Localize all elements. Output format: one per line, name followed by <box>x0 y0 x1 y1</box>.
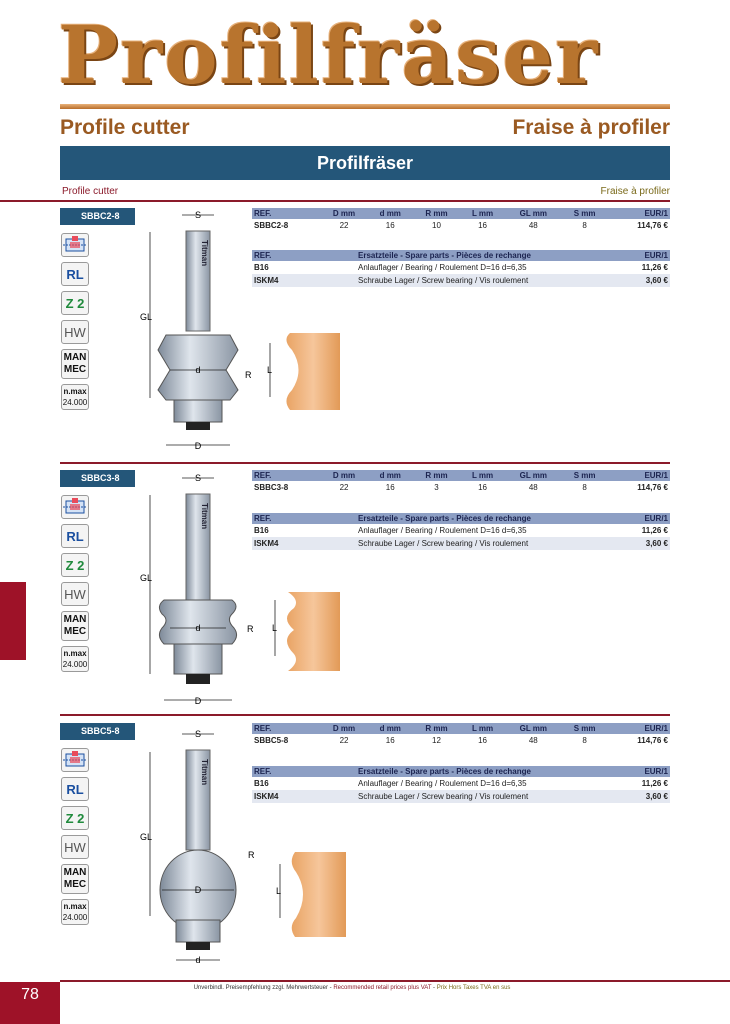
cutter-drawing <box>130 468 350 713</box>
table-row: B16 Anlauflager / Bearing / Roulement D=16 d=6,35 11,26 € <box>254 779 668 788</box>
table-row: SBBC3-8 22 16 3 16 48 8 114,76 € <box>254 482 668 492</box>
man-mec-icon: MAN MEC <box>61 611 89 641</box>
man-mec-icon: MAN MEC <box>61 349 89 379</box>
svg-text:L: L <box>276 886 282 896</box>
feature-icons <box>61 495 91 677</box>
svg-text:S: S <box>194 729 202 739</box>
cutter-drawing <box>130 722 350 972</box>
cutter-type-icon <box>61 495 89 519</box>
footer-note: Unverbindl. Preisempfehlung zzgl. Mehrwertsteuer - Recommended retail prices plus VAT - Prix Hors Taxes TVA en sus <box>193 985 511 991</box>
svg-text:D: D <box>194 441 202 451</box>
product-code-tab: SBBC3-8 <box>60 470 135 487</box>
spec-table: REF. D mm d mm R mm L mm GL mm S mm EUR/1 SBBC3-8 22 16 3 16 48 8 114,76 € <box>254 471 668 492</box>
feature-icons <box>61 233 91 415</box>
spare-parts-table: REF. Ersatzteile - Spare parts - Pièces de rechange EUR/1 B16 Anlauflager / Bearing / Roulement D=16 d=6,35 11,26 € ISKM4 Schraube Lager / Screw bearing / Vis roulement 3,60 € <box>254 767 668 801</box>
svg-text:Titman: Titman <box>200 503 209 530</box>
cutter-drawing <box>130 205 350 455</box>
man-mec-icon: MAN MEC <box>61 864 89 894</box>
svg-text:d: d <box>195 623 201 633</box>
section-banner: Profilfräser <box>60 146 670 180</box>
table-row: ISKM4 Schraube Lager / Screw bearing / Vis roulement 3,60 € <box>254 539 668 548</box>
table-row: ISKM4 Schraube Lager / Screw bearing / Vis roulement 3,60 € <box>254 792 668 801</box>
section-divider <box>60 462 670 464</box>
footer-divider <box>60 980 730 982</box>
svg-text:L: L <box>272 623 278 633</box>
svg-text:d: d <box>195 955 201 965</box>
section-divider <box>60 714 670 716</box>
table-row: B16 Anlauflager / Bearing / Roulement D=16 d=6,35 11,26 € <box>254 263 668 272</box>
product-code-tab: SBBC5-8 <box>60 723 135 740</box>
table-row: ISKM4 Schraube Lager / Screw bearing / Vis roulement 3,60 € <box>254 276 668 285</box>
teeth-z2-icon: Z 2 <box>61 806 89 830</box>
svg-text:S: S <box>194 473 202 483</box>
max-rpm-icon: n.max 24.000 <box>61 384 89 410</box>
title-underline <box>60 104 670 109</box>
material-hw-icon: HW <box>61 320 89 344</box>
page-title: Profilfräser <box>58 8 600 102</box>
caption-french: Fraise à profiler <box>600 186 670 197</box>
max-rpm-icon: n.max 24.000 <box>61 899 89 925</box>
page-number: 78 <box>0 982 60 1024</box>
svg-text:GL: GL <box>140 312 153 322</box>
svg-text:GL: GL <box>140 573 153 583</box>
teeth-z2-icon: Z 2 <box>61 291 89 315</box>
product-code-tab: SBBC2-8 <box>60 208 135 225</box>
table-row: SBBC5-8 22 16 12 16 48 8 114,76 € <box>254 735 668 745</box>
spare-parts-table: REF. Ersatzteile - Spare parts - Pièces de rechange EUR/1 B16 Anlauflager / Bearing / Roulement D=16 d=6,35 11,26 € ISKM4 Schraube Lager / Screw bearing / Vis roulement 3,60 € <box>254 514 668 548</box>
material-hw-icon: HW <box>61 835 89 859</box>
svg-text:S: S <box>194 210 202 220</box>
svg-text:L: L <box>267 365 273 375</box>
svg-text:d: d <box>195 365 201 375</box>
material-hw-icon: HW <box>61 582 89 606</box>
caption-english: Profile cutter <box>62 186 119 197</box>
svg-text:Titman: Titman <box>200 240 209 267</box>
feature-icons <box>61 748 91 930</box>
spare-parts-table: REF. Ersatzteile - Spare parts - Pièces de rechange EUR/1 B16 Anlauflager / Bearing / Roulement D=16 d=6,35 11,26 € ISKM4 Schraube Lager / Screw bearing / Vis roulement 3,60 € <box>254 251 668 285</box>
rotation-rl-icon: RL <box>61 262 89 286</box>
svg-text:R: R <box>245 370 252 380</box>
spec-table: REF. D mm d mm R mm L mm GL mm S mm EUR/1 SBBC5-8 22 16 12 16 48 8 114,76 € <box>254 724 668 745</box>
table-row: SBBC2-8 22 16 10 16 48 8 114,76 € <box>254 220 668 230</box>
rotation-rl-icon: RL <box>61 777 89 801</box>
svg-text:GL: GL <box>140 832 153 842</box>
svg-text:D: D <box>194 885 202 895</box>
side-tab-marker <box>0 582 26 660</box>
svg-text:Titman: Titman <box>200 759 209 786</box>
subtitle-english: Profile cutter <box>60 116 190 139</box>
caption-divider <box>0 200 670 202</box>
teeth-z2-icon: Z 2 <box>61 553 89 577</box>
subtitle-french: Fraise à profiler <box>512 116 670 139</box>
table-row: B16 Anlauflager / Bearing / Roulement D=16 d=6,35 11,26 € <box>254 526 668 535</box>
max-rpm-icon: n.max 24.000 <box>61 646 89 672</box>
cutter-type-icon <box>61 233 89 257</box>
spec-table: REF. D mm d mm R mm L mm GL mm S mm EUR/1 SBBC2-8 22 16 10 16 48 8 114,76 € <box>254 209 668 230</box>
svg-text:D: D <box>194 696 202 706</box>
cutter-type-icon <box>61 748 89 772</box>
svg-text:R: R <box>247 624 254 634</box>
rotation-rl-icon: RL <box>61 524 89 548</box>
svg-text:R: R <box>248 850 255 860</box>
